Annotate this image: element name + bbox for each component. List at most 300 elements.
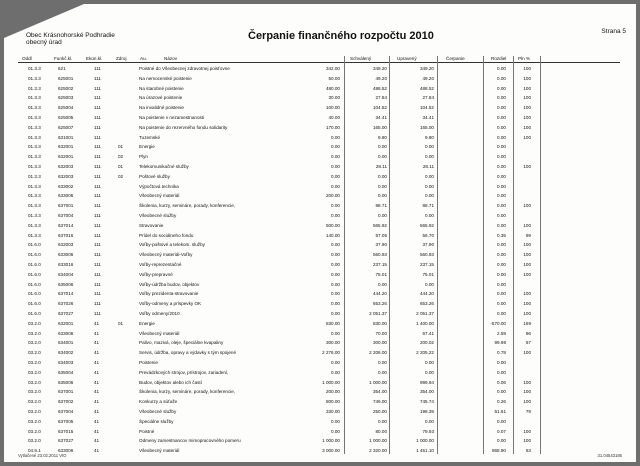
nazev-cell: Budov, objektov alebo ich častí [139, 379, 202, 385]
footer-right: 31.04543185 [597, 453, 622, 458]
upraveny-cell: 49.20 [375, 75, 387, 81]
schvaleny-cell: 140.00 [325, 232, 340, 238]
schvaleny-cell: 0.00 [331, 144, 340, 150]
upraveny-cell: 104.52 [372, 105, 387, 111]
nazev-cell: Všeobecný materiál [139, 330, 180, 336]
schvaleny-cell: 200.00 [325, 193, 340, 199]
ekon-cell: 637015 [58, 428, 74, 434]
pln-cell: 100 [523, 105, 531, 111]
nazev-cell: Poistné do Všeobecnej zdravotnej poisťovne [139, 66, 230, 71]
table-row [4, 320, 636, 327]
cerpani-cell: 0.00 [425, 281, 434, 287]
nazev-cell: Voľby-poštové a telekom. služby [139, 242, 205, 248]
rozdil-cell: 0.00 [497, 213, 506, 218]
rozdil-cell: 0.00 [497, 438, 506, 444]
upraveny-cell: 0.00 [378, 173, 387, 179]
schvaleny-cell: 0.00 [331, 213, 340, 218]
ekon-cell: 625004 [58, 105, 74, 111]
au-cell: 01 [118, 320, 124, 326]
odd-cell: 01.6.0 [28, 311, 41, 316]
table-row [4, 339, 636, 346]
cerpani-cell: 349.20 [419, 66, 434, 71]
ekon-cell: 637014 [58, 291, 74, 297]
zdroj-cell: 111 [94, 95, 101, 101]
rozdil-cell: 0.35 [497, 232, 506, 238]
odd-cell: 03.2.0 [28, 360, 41, 365]
odd-cell: 01.6.0 [28, 271, 41, 277]
zdroj-cell: 41 [94, 389, 100, 395]
ekon-cell: 632001 [58, 320, 74, 326]
ekon-cell: 633016 [58, 262, 74, 267]
zdroj-cell: 111 [94, 213, 101, 218]
ekon-cell: 633006 [58, 252, 74, 258]
cerpani-cell: 9.80 [425, 134, 434, 140]
ekon-cell: 635004 [58, 369, 74, 375]
rozdil-cell: 0.06 [497, 379, 506, 385]
odd-cell: 01.3.3 [28, 193, 41, 199]
pln-cell: 99 [525, 232, 531, 238]
odd-cell: 03.2.0 [28, 340, 41, 346]
nazev-cell: Palivo, mazivá, oleje, špeciálne kvapaliny [139, 340, 224, 346]
rozdil-cell: 0.00 [497, 134, 506, 140]
nazev-cell: Stravovanie [139, 222, 164, 228]
cerpani-cell: 2 051.37 [416, 311, 434, 316]
zdroj-cell: 111 [94, 66, 101, 71]
zdroj-cell: 111 [94, 252, 101, 258]
upraveny-cell: 565.92 [372, 222, 387, 228]
zdroj-cell: 41 [94, 320, 100, 326]
ekon-cell: 635006 [58, 379, 74, 385]
schvaleny-cell: 0.00 [331, 262, 340, 267]
schvaleny-cell: 3 000.00 [322, 448, 340, 454]
zdroj-cell: 111 [94, 271, 101, 277]
table-row [4, 310, 636, 317]
rozdil-cell: 0.00 [497, 262, 506, 267]
odd-cell: 03.2.0 [28, 320, 41, 326]
rozdil-cell: 0.00 [497, 360, 506, 365]
pln-cell: 100 [523, 164, 531, 169]
upraveny-cell: 2 206.00 [369, 350, 387, 356]
cerpani-cell: 745.74 [419, 399, 434, 405]
ekon-cell: 632001 [58, 154, 74, 160]
schvaleny-cell: 0.00 [331, 311, 340, 316]
cerpani-cell: 444.20 [419, 291, 434, 297]
odd-cell: 03.2.0 [28, 428, 41, 434]
ekon-cell: 632003 [58, 242, 74, 248]
ekon-cell: 632003 [58, 173, 74, 179]
cerpani-cell: 0.00 [425, 183, 434, 189]
ekon-cell: 631001 [58, 134, 74, 140]
table-row [4, 300, 636, 307]
upraveny-cell: 444.20 [372, 291, 387, 297]
nazev-cell: Všeobecné služby [139, 213, 177, 218]
cerpani-cell: 75.01 [422, 271, 434, 277]
rozdil-cell: 0.00 [497, 203, 506, 209]
ekon-cell: 634002 [58, 350, 74, 356]
schvaleny-cell: 0.00 [331, 183, 340, 189]
zdroj-cell: 111 [94, 203, 101, 209]
upraveny-cell: 560.93 [372, 252, 387, 258]
cerpani-cell: 67.41 [422, 330, 434, 336]
table-row [4, 94, 636, 101]
page-number: Strana 5 [601, 28, 626, 35]
upraveny-cell: 0.00 [378, 360, 387, 365]
ekon-cell: 637016 [58, 232, 74, 238]
zdroj-cell: 41 [94, 340, 100, 346]
odd-cell: 01.3.3 [28, 173, 41, 179]
zdroj-cell: 41 [94, 350, 100, 356]
nazev-cell: Voľby-prepravné [139, 271, 173, 277]
pln-cell: 100 [523, 252, 531, 258]
table-row [4, 359, 636, 366]
ekon-cell: 637004 [58, 409, 74, 414]
table-row [4, 85, 636, 92]
zdroj-cell: 111 [94, 144, 101, 150]
schvaleny-cell: 800.00 [325, 399, 340, 405]
upraveny-cell: 300.00 [372, 340, 387, 346]
table-row [4, 192, 636, 199]
table-row [4, 202, 636, 209]
nazev-cell: Servis, údržba, opravy a výdavky s tým spojené [139, 350, 237, 356]
au-cell: 02 [118, 173, 124, 179]
table-row [4, 104, 636, 111]
zdroj-cell: 111 [94, 301, 101, 307]
pln-cell: 100 [523, 438, 531, 444]
nazev-cell: Školenia, kurzy, semináre, porady, konferencie, [139, 203, 236, 209]
cerpani-cell: 37.90 [422, 242, 434, 248]
cerpani-cell: 488.52 [419, 85, 434, 91]
table-row [4, 75, 636, 82]
nazev-cell: Všeobecný materiál [139, 193, 180, 199]
pln-cell: 100 [523, 311, 531, 316]
header-rule [18, 62, 620, 63]
ekon-cell: 625002 [58, 85, 74, 91]
table-row [4, 281, 636, 288]
odd-cell: 01.3.3 [28, 134, 41, 140]
cerpani-cell: 0.00 [425, 144, 434, 150]
zdroj-cell: 111 [94, 164, 101, 169]
cerpani-cell: 1 451.10 [416, 448, 434, 454]
odd-cell: 03.2.0 [28, 369, 41, 375]
zdroj-cell: 41 [94, 330, 100, 336]
odd-cell: 01.3.3 [28, 213, 41, 218]
table-row [4, 212, 636, 219]
org-subtitle: obecný úrad [26, 39, 62, 46]
rozdil-cell: 0.00 [497, 418, 506, 424]
schvaleny-cell: 0.00 [331, 203, 340, 209]
rozdil-cell: 0.00 [497, 75, 506, 81]
upraveny-cell: 746.00 [372, 399, 387, 405]
cerpani-cell: 79.93 [422, 428, 434, 434]
upraveny-cell: 0.00 [378, 281, 387, 287]
zdroj-cell: 111 [94, 242, 101, 248]
ekon-cell: 634003 [58, 360, 74, 365]
rozdil-cell: 0.00 [497, 242, 506, 248]
schvaleny-cell: 0.00 [331, 164, 340, 169]
rozdil-cell: 0.00 [497, 154, 506, 160]
nazev-cell: Tuzemské [139, 134, 161, 140]
ekon-cell: 637026 [58, 301, 74, 307]
rozdil-cell: -570.00 [490, 320, 506, 326]
ekon-cell: 621 [58, 66, 66, 71]
zdroj-cell: 41 [94, 369, 100, 375]
zdroj-cell: 41 [94, 448, 100, 454]
schvaleny-cell: 1 000.00 [322, 379, 340, 385]
cerpani-cell: 0.00 [425, 369, 434, 375]
odd-cell: 03.2.0 [28, 350, 41, 356]
zdroj-cell: 111 [94, 281, 101, 287]
ekon-cell: 632003 [58, 164, 74, 169]
ekon-cell: 633006 [58, 193, 74, 199]
schvaleny-cell: 0.00 [331, 252, 340, 258]
table-row [4, 163, 636, 170]
schvaleny-cell: 170.00 [325, 124, 340, 130]
table-row [4, 261, 636, 268]
nazev-cell: Konkurzy a súťaže [139, 399, 178, 405]
schvaleny-cell: 0.00 [331, 134, 340, 140]
pln-cell: 100 [523, 124, 531, 130]
col-header-rozdil: Rozdiel [491, 56, 507, 61]
cerpani-cell: 0.00 [425, 193, 434, 199]
odd-cell: 04.5.1 [28, 448, 41, 454]
cerpani-cell: 237.15 [419, 262, 434, 267]
col-header-zdroj: Zdroj [116, 56, 127, 61]
upraveny-cell: 37.90 [375, 242, 387, 248]
rozdil-cell: 0.00 [497, 115, 506, 120]
report-title: Čerpanie finančného rozpočtu 2010 [248, 30, 434, 42]
ekon-cell: 634004 [58, 271, 74, 277]
schvaleny-cell: 342.00 [325, 66, 340, 71]
zdroj-cell: 41 [94, 379, 100, 385]
table-row [4, 241, 636, 248]
table-row [4, 428, 636, 435]
cerpani-cell: 2 205.22 [416, 350, 434, 356]
upraveny-cell: 27.84 [375, 95, 387, 101]
cerpani-cell: 999.94 [419, 379, 434, 385]
footer-left: Vytlačené 23.02.2011 VIO [18, 453, 67, 458]
nazev-cell: Výpočtová technika [139, 183, 179, 189]
pln-cell: 169 [523, 320, 531, 326]
table-row [4, 222, 636, 229]
schvaleny-cell: 330.00 [325, 409, 340, 414]
upraveny-cell: 165.00 [372, 124, 387, 130]
nazev-cell: Voľby-odmeny a príspevky OK [139, 301, 202, 307]
upraveny-cell: 70.00 [375, 330, 387, 336]
table-row [4, 369, 636, 376]
cerpani-cell: 49.20 [422, 75, 434, 81]
rozdil-cell: 0.00 [497, 281, 506, 287]
nazev-cell: Poštové služby [139, 173, 170, 179]
nazev-cell: Telekomunikačné služby [139, 164, 189, 169]
cerpani-cell: 560.93 [419, 252, 434, 258]
nazev-cell: Na poistenie v nezamestnanosti [139, 115, 205, 120]
pln-cell: 100 [523, 291, 531, 297]
table-row [4, 437, 636, 444]
table-row [4, 418, 636, 425]
ekon-cell: 633002 [58, 183, 74, 189]
nazev-cell: Plyn [139, 154, 148, 160]
schvaleny-cell: 830.00 [325, 320, 340, 326]
col-header-funkcni: Funkč.kl. [54, 56, 73, 61]
nazev-cell: Všeobecný materiál-Voľby [139, 252, 193, 258]
rozdil-cell: 0.00 [497, 389, 506, 395]
schvaleny-cell: 2 276.00 [322, 350, 340, 356]
nazev-cell: Školenia, kurzy, semináre, porady, konferencie, [139, 389, 236, 395]
cerpani-cell: 0.00 [425, 154, 434, 160]
table-row [4, 330, 636, 337]
schvaleny-cell: 0.00 [331, 173, 340, 179]
pln-cell: 100 [523, 262, 531, 267]
pln-cell: 100 [523, 203, 531, 209]
pln-cell: 100 [523, 85, 531, 91]
rozdil-cell: 0.26 [497, 399, 506, 405]
table-row [4, 183, 636, 190]
schvaleny-cell: 0.00 [331, 271, 340, 277]
upraveny-cell: 2 051.37 [369, 311, 387, 316]
schvaleny-cell: 100.00 [325, 105, 340, 111]
upraveny-cell: 0.00 [378, 154, 387, 160]
nazev-cell: Energie [139, 320, 155, 326]
ekon-cell: 625005 [58, 115, 74, 120]
report-page [4, 4, 636, 462]
nazev-cell: Na úrazové poistenie [139, 95, 183, 101]
cerpani-cell: 104.52 [419, 105, 434, 111]
table-row [4, 251, 636, 258]
rozdil-cell: 0.00 [497, 369, 506, 375]
upraveny-cell: 0.00 [378, 213, 387, 218]
table-row [4, 271, 636, 278]
nazev-cell: Poistné [139, 428, 155, 434]
cerpani-cell: 34.41 [422, 115, 434, 120]
cerpani-cell: 0.00 [425, 360, 434, 365]
upraveny-cell: 1 000.00 [369, 379, 387, 385]
nazev-cell: Na invalidné poistenie [139, 105, 184, 111]
ekon-cell: 625003 [58, 95, 74, 101]
pln-cell: 100 [523, 301, 531, 307]
pln-cell: 100 [523, 389, 531, 395]
cerpani-cell: 1 000.00 [416, 438, 434, 444]
zdroj-cell: 111 [94, 124, 101, 130]
nazev-cell: Voľby prezidenta-stravovanie [139, 291, 199, 297]
upraveny-cell: 75.01 [375, 271, 387, 277]
ekon-cell: 635006 [58, 281, 74, 287]
schvaleny-cell: 500.00 [325, 222, 340, 228]
odd-cell: 03.2.0 [28, 389, 41, 395]
table-row [4, 408, 636, 415]
odd-cell: 01.3.3 [28, 95, 41, 101]
schvaleny-cell: 200.00 [325, 389, 340, 395]
table-row [4, 388, 636, 395]
col-header-nazev: Názov [164, 56, 178, 61]
rozdil-cell: 0.00 [497, 183, 506, 189]
upraveny-cell: 488.52 [372, 85, 387, 91]
zdroj-cell: 111 [94, 173, 101, 179]
col-header-schvaleny: Schválený [350, 56, 372, 61]
rozdil-cell: 0.00 [497, 124, 506, 130]
ekon-cell: 637001 [58, 203, 74, 209]
org-name: Obec Krásnohorské Podhradie [26, 32, 115, 39]
schvaleny-cell: 0.00 [331, 242, 340, 248]
zdroj-cell: 41 [94, 409, 100, 414]
cerpani-cell: 165.00 [419, 124, 434, 130]
ekon-cell: 625001 [58, 75, 74, 81]
nazev-cell: Na poistenie do rezervného fondu solidarity [139, 124, 228, 130]
nazev-cell: Špeciálne služby [139, 418, 174, 424]
cerpani-cell: 200.02 [419, 340, 434, 346]
nazev-cell: Na nemocenské poistenie [139, 75, 192, 81]
zdroj-cell: 111 [94, 193, 101, 199]
zdroj-cell: 111 [94, 183, 101, 189]
cerpani-cell: 0.00 [425, 213, 434, 218]
pln-cell: 100 [523, 222, 531, 228]
odd-cell: 01.6.0 [28, 242, 41, 248]
zdroj-cell: 111 [94, 222, 101, 228]
upraveny-cell: 0.00 [378, 369, 387, 375]
zdroj-cell: 111 [94, 311, 101, 316]
zdroj-cell: 111 [94, 232, 101, 238]
rozdil-cell: 0.00 [497, 271, 506, 277]
zdroj-cell: 111 [94, 134, 101, 140]
upraveny-cell: 80.00 [375, 428, 387, 434]
ekon-cell: 633006 [58, 330, 74, 336]
zdroj-cell: 41 [94, 438, 100, 444]
zdroj-cell: 111 [94, 154, 101, 160]
rozdil-cell: 0.78 [497, 350, 506, 356]
ekon-cell: 637004 [58, 213, 74, 218]
schvaleny-cell: 480.00 [325, 85, 340, 91]
zdroj-cell: 111 [94, 115, 101, 120]
schvaleny-cell: 0.00 [331, 418, 340, 424]
upraveny-cell: 9.80 [378, 134, 387, 140]
schvaleny-cell: 0.00 [331, 428, 340, 434]
rozdil-cell: 0.00 [497, 85, 506, 91]
odd-cell: 01.3.3 [28, 232, 41, 238]
upraveny-cell: 354.00 [372, 389, 387, 395]
zdroj-cell: 111 [94, 291, 101, 297]
odd-cell: 01.3.3 [28, 183, 41, 189]
ekon-cell: 637001 [58, 389, 74, 395]
odd-cell: 03.2.0 [28, 438, 41, 444]
odd-cell: 03.2.0 [28, 399, 41, 405]
table-row [4, 349, 636, 356]
nazev-cell: Odmeny zamestnancov mimopracovného pomeru [139, 438, 241, 444]
cerpani-cell: 653.26 [419, 301, 434, 307]
rozdil-cell: 2.59 [497, 330, 506, 336]
col-header-upraveny: Upravený [397, 56, 417, 61]
ekon-cell: 633006 [58, 448, 74, 454]
odd-cell: 01.3.3 [28, 164, 41, 169]
ekon-cell: 637027 [58, 311, 74, 316]
upraveny-cell: 0.00 [378, 183, 387, 189]
cerpani-cell: 565.92 [419, 222, 434, 228]
upraveny-cell: 250.00 [372, 409, 387, 414]
odd-cell: 01.3.3 [28, 222, 41, 228]
pln-cell: 63 [525, 448, 531, 454]
pln-cell: 67 [525, 340, 531, 346]
rozdil-cell: 0.00 [497, 173, 506, 179]
col-header-cerpani: Čerpanie [446, 56, 465, 61]
odd-cell: 01.3.3 [28, 124, 41, 130]
schvaleny-cell: 0.00 [331, 301, 340, 307]
pln-cell: 100 [523, 115, 531, 120]
table-row [4, 143, 636, 150]
nazev-cell: Voľby odmeny/2010 [139, 311, 180, 316]
pln-cell: 100 [523, 134, 531, 140]
schvaleny-cell: 0.00 [331, 154, 340, 160]
zdroj-cell: 41 [94, 399, 100, 405]
zdroj-cell: 111 [94, 75, 101, 81]
odd-cell: 03.2.0 [28, 330, 41, 336]
